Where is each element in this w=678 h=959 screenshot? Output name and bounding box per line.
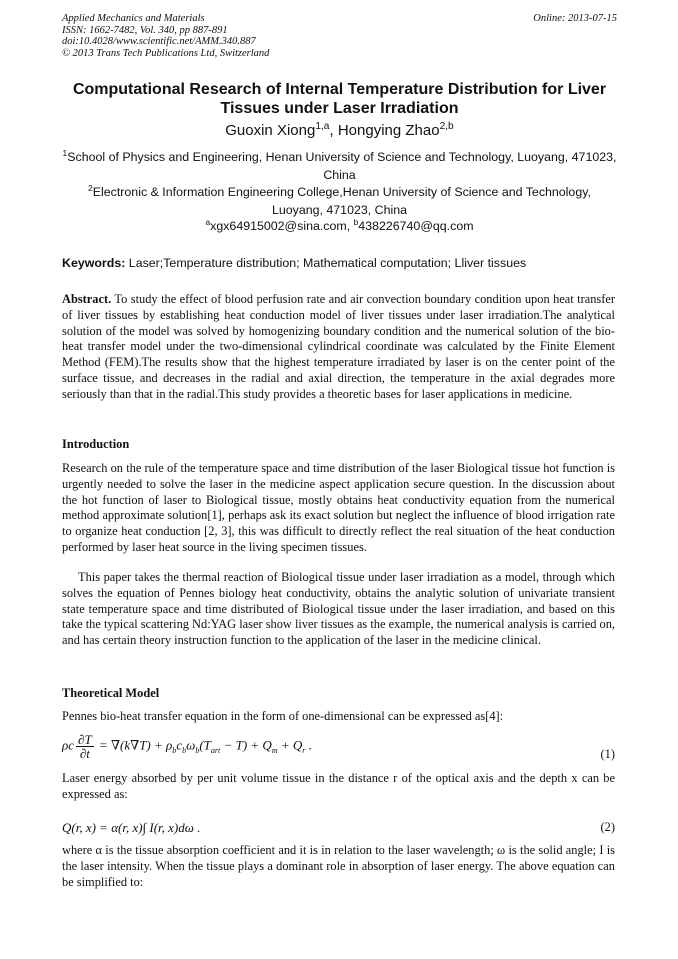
email-a[interactable]: xgx64915002@sina.com, — [210, 219, 354, 233]
email-b-sup: b — [353, 216, 359, 227]
model-paragraph-1: Pennes bio-heat transfer equation in the form of one-dimensional can be expressed as[4]: — [62, 709, 504, 723]
author-separator: , — [329, 122, 338, 139]
model-paragraph-3: where α is the tissue absorption coefficient and it is in relation to the laser wavelength; ω is the solid angle; I is the laser intensity. When the tissue plays a dominant role in absorption of laser energy. The above equation can be simplified to: — [62, 843, 615, 889]
author-1-sup: 1,a — [315, 121, 330, 132]
copyright: © 2013 Trans Tech Publications Ltd, Switzerland — [62, 47, 270, 59]
equation-1: ρc $\frac{\partial T}{\partial t}$ = $\nabla(k\nabla T) + \rho_bc_b\omega_b(T_{art} - T) + Q_m + Q_r$ . (1) — [62, 732, 615, 761]
equation-1-denominator: ∂t — [79, 746, 90, 761]
email-a-sup: a — [205, 216, 211, 227]
equation-2-number: (2) — [600, 820, 615, 834]
theoretical-model-heading: Theoretical Model — [62, 686, 160, 700]
equation-1-numerator: ∂T — [78, 732, 92, 747]
abstract — [62, 292, 615, 403]
keywords — [62, 256, 617, 270]
author-line — [62, 122, 617, 139]
keywords-label: Keywords: — [62, 256, 126, 270]
abstract-label: Abstract. — [62, 292, 112, 306]
equation-1-rhs: = ∇(k∇T) + ρ — [95, 737, 173, 753]
model-paragraph-2: Laser energy absorbed by per unit volume tissue in the distance r of the optical axis and the depth x can be expressed as: — [62, 771, 615, 801]
email-b[interactable]: 438226740@qq.com — [358, 219, 474, 233]
introduction-paragraph-2: This paper takes the thermal reaction of Biological tissue under laser irradiation as a model, through which solves the equation of Pennes biology heat conductivity, obtains the analytic solution of univariate transient state temperature space and time distributed of Biological tissue under the laser irradiation, and based on this take the typical scattering Nd:YAG laser show liver tissues as the example, the numerical analysis is carried on, and has certain theory instruction function to the application of the laser in the medicine clinical. — [62, 570, 615, 648]
equation-1-lhs: ρc — [62, 737, 75, 753]
introduction-heading: Introduction — [62, 437, 130, 451]
email-line — [62, 216, 617, 233]
affiliation-2-sup: 2 — [88, 182, 93, 193]
affiliation-1-text: School of Physics and Engineering, Henan University of Science and Technology, Luoyang, 471023, China — [67, 150, 617, 182]
paper-title: Computational Research of Internal Temperature Distribution for Liver Tissues under Laser Irradiation — [72, 81, 607, 117]
affiliation-2-text: Electronic & Information Engineering College,Henan University of Science and Technology, Luoyang, 471023, China — [92, 185, 591, 217]
author-2-sup: 2,b — [439, 121, 454, 132]
affiliation-2 — [62, 184, 617, 219]
equation-2 — [62, 820, 615, 836]
equation-2-text: Q(r, x) = α(r, x)∫ I(r, x)dω . — [62, 820, 201, 835]
author-2: Hongying Zhao — [337, 122, 440, 139]
author-1: Guoxin Xiong — [225, 122, 316, 139]
equation-1-number: (1) — [600, 747, 615, 761]
keywords-text: Laser;Temperature distribution; Mathematical computation; Lliver tissues — [125, 256, 527, 270]
abstract-text: To study the effect of blood perfusion rate and air convection boundary condition upon heat transfer of liver tissues by establishing heat conduction model of liver tissues under laser irradiation.The analytical solution of the model was solved by homogenizing boundary condition and the numerical solution of the bio-heat transfer model under the two-dimensional cylindrical coordinate was calculated by the Finite Element Method (FEM).The results show that the highest temperature irradiated by laser is on the center point of the surface tissue, and decreases in the radial and axial direction, the temperature in the axial degrades more seriously than that in the radial.This study provides a theoretic bases for laser applications in medicine. — [62, 292, 615, 401]
doi: doi:10.4028/www.scientific.net/AMM.340.887 — [62, 36, 256, 47]
affiliation-1 — [62, 149, 617, 184]
introduction-paragraph-1: Research on the rule of the temperature space and time distribution of the laser Biological tissue hot function is urgently needed to solve the laser in the medicine aspect application secure question. In the discussion about the hot function of laser to Biological tissue, mostly obtains heat conductivity equation from the numerical method approximate solution[1], perhaps ask its exact solution but neglect the influence of blood irrigation rate to organize heat conduction [2, 3], this was difficult to directly reflect the real situation of the heat conduction performed by laser heat source in the living specimen tissues. — [62, 461, 615, 554]
journal-header — [62, 13, 617, 59]
issn: ISSN: 1662-7482, Vol. 340, pp 887-891 — [62, 24, 228, 36]
affiliation-1-sup: 1 — [62, 147, 68, 158]
journal-name: Applied Mechanics and Materials — [62, 13, 205, 24]
online-date: Online: 2013-07-15 — [533, 13, 617, 24]
equation-1-fraction — [76, 733, 94, 760]
